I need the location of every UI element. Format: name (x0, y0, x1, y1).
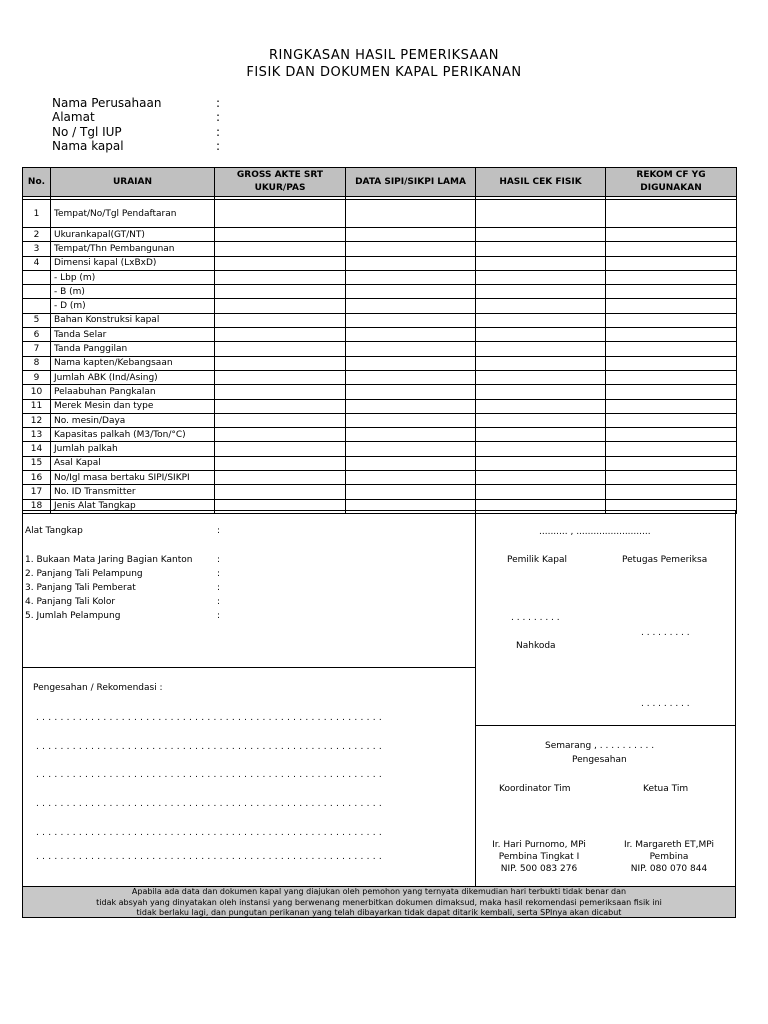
row-number: 18 (23, 499, 51, 513)
row-item: - B (m) (51, 285, 215, 299)
row-value-cell[interactable] (346, 228, 476, 242)
row-value-cell[interactable] (606, 299, 737, 313)
chief-label: Ketua Tim (643, 784, 689, 794)
gear-item-colon: : (217, 597, 221, 607)
row-value-cell[interactable] (606, 256, 737, 270)
table-row (23, 242, 737, 256)
row-number: 6 (23, 328, 51, 342)
disclaimer-line: tidak berlaku lagi, dan pungutan perikanan yang telah dibayarkan tidak dapat ditarik kembali, serta SPInya akan dicabut (136, 908, 622, 917)
col-header-rekom: REKOM CF YG DIGUNAKAN (606, 168, 737, 197)
row-value-cell[interactable] (215, 399, 346, 413)
row-value-cell[interactable] (476, 471, 606, 485)
row-value-cell[interactable] (346, 413, 476, 427)
document-title-line2: FISIK DAN DOKUMEN KAPAL PERIKANAN (246, 65, 522, 80)
row-item: Kapasitas palkah (M3/Ton/°C) (51, 428, 215, 442)
owner-label: Pemilik Kapal (507, 555, 567, 565)
row-value-cell[interactable] (215, 471, 346, 485)
row-value-cell[interactable] (476, 399, 606, 413)
disclaimer-line: Apabila ada data dan dokumen kapal yang diajukan oleh pemohon yang ternyata dikemudian hari terbukti tidak benar dan (131, 887, 627, 896)
row-value-cell[interactable] (215, 313, 346, 327)
row-number (23, 285, 51, 299)
col-header-gross-akte: GROSS AKTE SRT UKUR/PAS (215, 168, 346, 197)
coordinator-label: Koordinator Tim (499, 784, 571, 794)
row-item: Jumlah ABK (Ind/Asing) (51, 370, 215, 384)
row-item: Nama kapten/Kebangsaan (51, 356, 215, 370)
row-item: - D (m) (51, 299, 215, 313)
row-value-cell[interactable] (215, 200, 346, 228)
row-value-cell[interactable] (606, 313, 737, 327)
endorsement-dot-line: . . . . . . . . . . . . . . . . . . . . . . . . . . . . . . . . . . . . . . . . . . . . . . . . . . . . . . . . . (36, 828, 382, 838)
row-number: 1 (23, 200, 51, 228)
table-row (23, 485, 737, 499)
row-number: 3 (23, 242, 51, 256)
row-value-cell[interactable] (606, 285, 737, 299)
pengesahan-label: Pengesahan (572, 755, 627, 765)
col-header-data-sipi: DATA SIPI/SIKPI LAMA (346, 168, 476, 197)
row-value-cell[interactable] (606, 328, 737, 342)
row-number: 13 (23, 428, 51, 442)
row-item: Tanda Panggilan (51, 342, 215, 356)
row-value-cell[interactable] (346, 370, 476, 384)
row-value-cell[interactable] (476, 456, 606, 470)
row-number (23, 299, 51, 313)
row-item: Tempat/Thn Pembangunan (51, 242, 215, 256)
endorsement-dot-line: . . . . . . . . . . . . . . . . . . . . . . . . . . . . . . . . . . . . . . . . . . . . . . . . . . . . . . . . . (36, 713, 382, 723)
inspection-table (22, 167, 737, 514)
row-value-cell[interactable] (215, 342, 346, 356)
table-row (23, 200, 737, 228)
row-number: 14 (23, 442, 51, 456)
inspector-signature-dots-1: . . . . . . . . . (641, 628, 690, 638)
place-date-line: Semarang , . . . . . . . . . . (545, 741, 655, 751)
row-value-cell[interactable] (215, 428, 346, 442)
table-row (23, 356, 737, 370)
iup-colon: : (216, 125, 221, 139)
gear-item-label: 3. Panjang Tali Pemberat (25, 583, 136, 593)
gear-item-label: 4. Panjang Tali Kolor (25, 597, 116, 607)
row-value-cell[interactable] (476, 299, 606, 313)
endorsement-dot-line: . . . . . . . . . . . . . . . . . . . . . . . . . . . . . . . . . . . . . . . . . . . . . . . . . . . . . . . . . (36, 770, 382, 780)
gear-item-colon: : (217, 569, 221, 579)
gear-item-label: 2. Panjang Tali Pelampung (25, 569, 143, 579)
row-number: 9 (23, 370, 51, 384)
disclaimer-footer (22, 886, 736, 918)
row-value-cell[interactable] (606, 342, 737, 356)
row-item: Dimensi kapal (LxBxD) (51, 256, 215, 270)
inspector-label: Petugas Pemeriksa (622, 555, 708, 565)
address-label: Alamat (52, 110, 95, 124)
signature-bottom-section (475, 725, 736, 887)
row-value-cell[interactable] (215, 242, 346, 256)
endorsement-label: Pengesahan / Rekomendasi : (33, 683, 163, 693)
row-item: Pelaabuhan Pangkalan (51, 385, 215, 399)
row-value-cell[interactable] (606, 270, 737, 284)
row-value-cell[interactable] (476, 442, 606, 456)
row-value-cell[interactable] (476, 385, 606, 399)
row-value-cell[interactable] (476, 313, 606, 327)
row-value-cell[interactable] (476, 328, 606, 342)
row-value-cell[interactable] (215, 485, 346, 499)
row-value-cell[interactable] (215, 356, 346, 370)
row-value-cell[interactable] (215, 228, 346, 242)
row-value-cell[interactable] (476, 256, 606, 270)
row-value-cell[interactable] (606, 399, 737, 413)
gear-item-label: 1. Bukaan Mata Jaring Bagian Kanton (25, 555, 193, 565)
row-value-cell[interactable] (346, 270, 476, 284)
row-value-cell[interactable] (606, 228, 737, 242)
row-value-cell[interactable] (346, 256, 476, 270)
row-item: Jumlah palkah (51, 442, 215, 456)
gear-section (22, 510, 476, 668)
row-value-cell[interactable] (476, 200, 606, 228)
table-row (23, 256, 737, 270)
row-value-cell[interactable] (215, 285, 346, 299)
endorsement-dot-line: . . . . . . . . . . . . . . . . . . . . . . . . . . . . . . . . . . . . . . . . . . . . . . . . . . . . . . . . . (36, 742, 382, 752)
col-header-hasil-cek: HASIL CEK FISIK (476, 168, 606, 197)
col-header-no: No. (23, 168, 51, 197)
row-value-cell[interactable] (346, 242, 476, 256)
endorsement-dot-line: . . . . . . . . . . . . . . . . . . . . . . . . . . . . . . . . . . . . . . . . . . . . . . . . . . . . . . . . . (36, 852, 382, 862)
row-item: Ukurankapal(GT/NT) (51, 228, 215, 242)
row-item: No. ID Transmitter (51, 485, 215, 499)
row-number: 7 (23, 342, 51, 356)
row-item: Tanda Selar (51, 328, 215, 342)
gear-item-label: 5. Jumlah Pelampung (25, 611, 121, 621)
row-value-cell[interactable] (346, 342, 476, 356)
row-value-cell[interactable] (346, 356, 476, 370)
row-value-cell[interactable] (476, 356, 606, 370)
table-row (23, 385, 737, 399)
row-value-cell[interactable] (476, 342, 606, 356)
row-value-cell[interactable] (606, 485, 737, 499)
row-value-cell[interactable] (346, 456, 476, 470)
row-value-cell[interactable] (606, 428, 737, 442)
row-value-cell[interactable] (215, 413, 346, 427)
endorsement-dot-line: . . . . . . . . . . . . . . . . . . . . . . . . . . . . . . . . . . . . . . . . . . . . . . . . . . . . . . . . . (36, 799, 382, 809)
row-value-cell[interactable] (346, 485, 476, 499)
row-value-cell[interactable] (476, 228, 606, 242)
signature-date-line: .......... , .......................... (539, 527, 651, 537)
row-value-cell[interactable] (346, 328, 476, 342)
row-value-cell[interactable] (215, 299, 346, 313)
row-value-cell[interactable] (215, 270, 346, 284)
row-value-cell[interactable] (346, 285, 476, 299)
ship-name-colon: : (216, 139, 221, 153)
chief-rank: Pembina (649, 852, 689, 862)
row-number: 5 (23, 313, 51, 327)
row-value-cell[interactable] (346, 385, 476, 399)
row-item: - Lbp (m) (51, 270, 215, 284)
table-row (23, 399, 737, 413)
table-header-row (23, 168, 737, 197)
row-number: 2 (23, 228, 51, 242)
company-name-label: Nama Perusahaan (52, 96, 162, 110)
table-row (23, 370, 737, 384)
gear-label: Alat Tangkap (25, 526, 83, 536)
col-header-uraian: URAIAN (51, 168, 215, 197)
table-row (23, 228, 737, 242)
company-name-colon: : (216, 96, 221, 110)
table-row (23, 270, 737, 284)
signature-top-section (475, 510, 736, 726)
table-row (23, 285, 737, 299)
owner-signature-dots: . . . . . . . . . (511, 613, 560, 623)
row-item: No/Igl masa bertaku SIPI/SIKPI (51, 471, 215, 485)
row-number: 10 (23, 385, 51, 399)
row-value-cell[interactable] (476, 428, 606, 442)
row-item: Asal Kapal (51, 456, 215, 470)
coordinator-nip: NIP. 500 083 276 (500, 864, 578, 874)
address-colon: : (216, 110, 221, 124)
row-value-cell[interactable] (606, 242, 737, 256)
gear-colon: : (217, 526, 221, 536)
row-value-cell[interactable] (215, 370, 346, 384)
row-number: 15 (23, 456, 51, 470)
row-item: No. mesin/Daya (51, 413, 215, 427)
table-row (23, 313, 737, 327)
table-row (23, 428, 737, 442)
row-value-cell[interactable] (606, 385, 737, 399)
inspector-signature-dots-2: . . . . . . . . . (641, 699, 690, 709)
row-value-cell[interactable] (346, 428, 476, 442)
iup-label: No / Tgl IUP (52, 125, 122, 139)
row-value-cell[interactable] (606, 356, 737, 370)
table-row (23, 471, 737, 485)
row-value-cell[interactable] (346, 299, 476, 313)
row-value-cell[interactable] (476, 485, 606, 499)
table-row (23, 442, 737, 456)
ship-name-label: Nama kapal (52, 139, 124, 153)
row-value-cell[interactable] (215, 442, 346, 456)
row-item: Bahan Konstruksi kapal (51, 313, 215, 327)
row-item: Tempat/No/Tgl Pendaftaran (51, 200, 215, 228)
row-value-cell[interactable] (476, 285, 606, 299)
gear-item-colon: : (217, 555, 221, 565)
row-value-cell[interactable] (346, 200, 476, 228)
table-row (23, 299, 737, 313)
row-value-cell[interactable] (215, 456, 346, 470)
row-number: 11 (23, 399, 51, 413)
row-value-cell[interactable] (346, 442, 476, 456)
row-value-cell[interactable] (346, 471, 476, 485)
row-value-cell[interactable] (215, 328, 346, 342)
row-value-cell[interactable] (476, 270, 606, 284)
document-title-line1: RINGKASAN HASIL PEMERIKSAAN (269, 48, 499, 63)
row-value-cell[interactable] (215, 256, 346, 270)
row-value-cell[interactable] (606, 471, 737, 485)
table-row (23, 342, 737, 356)
gear-item-colon: : (217, 583, 221, 593)
row-value-cell[interactable] (346, 399, 476, 413)
row-value-cell[interactable] (606, 442, 737, 456)
table-row (23, 328, 737, 342)
table-row (23, 413, 737, 427)
row-item: Merek Mesin dan type (51, 399, 215, 413)
row-value-cell[interactable] (606, 456, 737, 470)
row-value-cell[interactable] (606, 370, 737, 384)
disclaimer-line: tidak absyah yang dinyatakan oleh instansi yang berwenang menerbitkan dokumen dimaksud, maka hasil rekomendasi pemeriksaan fisik ini (96, 897, 662, 907)
row-value-cell[interactable] (606, 413, 737, 427)
row-number: 16 (23, 471, 51, 485)
row-value-cell[interactable] (346, 313, 476, 327)
captain-label: Nahkoda (516, 641, 556, 651)
chief-name: Ir. Margareth ET,MPi (624, 840, 714, 850)
row-value-cell[interactable] (476, 242, 606, 256)
row-value-cell[interactable] (215, 385, 346, 399)
coordinator-rank: Pembina Tingkat I (498, 852, 580, 862)
row-value-cell[interactable] (476, 413, 606, 427)
table-row (23, 456, 737, 470)
row-number (23, 270, 51, 284)
row-number: 8 (23, 356, 51, 370)
coordinator-name: Ir. Hari Purnomo, MPi (492, 840, 586, 850)
row-number: 12 (23, 413, 51, 427)
chief-nip: NIP. 080 070 844 (630, 864, 708, 874)
row-value-cell[interactable] (606, 200, 737, 228)
row-item: Jenis Alat Tangkap (51, 499, 215, 513)
row-number: 17 (23, 485, 51, 499)
row-number: 4 (23, 256, 51, 270)
row-value-cell[interactable] (476, 370, 606, 384)
gear-item-colon: : (217, 611, 221, 621)
